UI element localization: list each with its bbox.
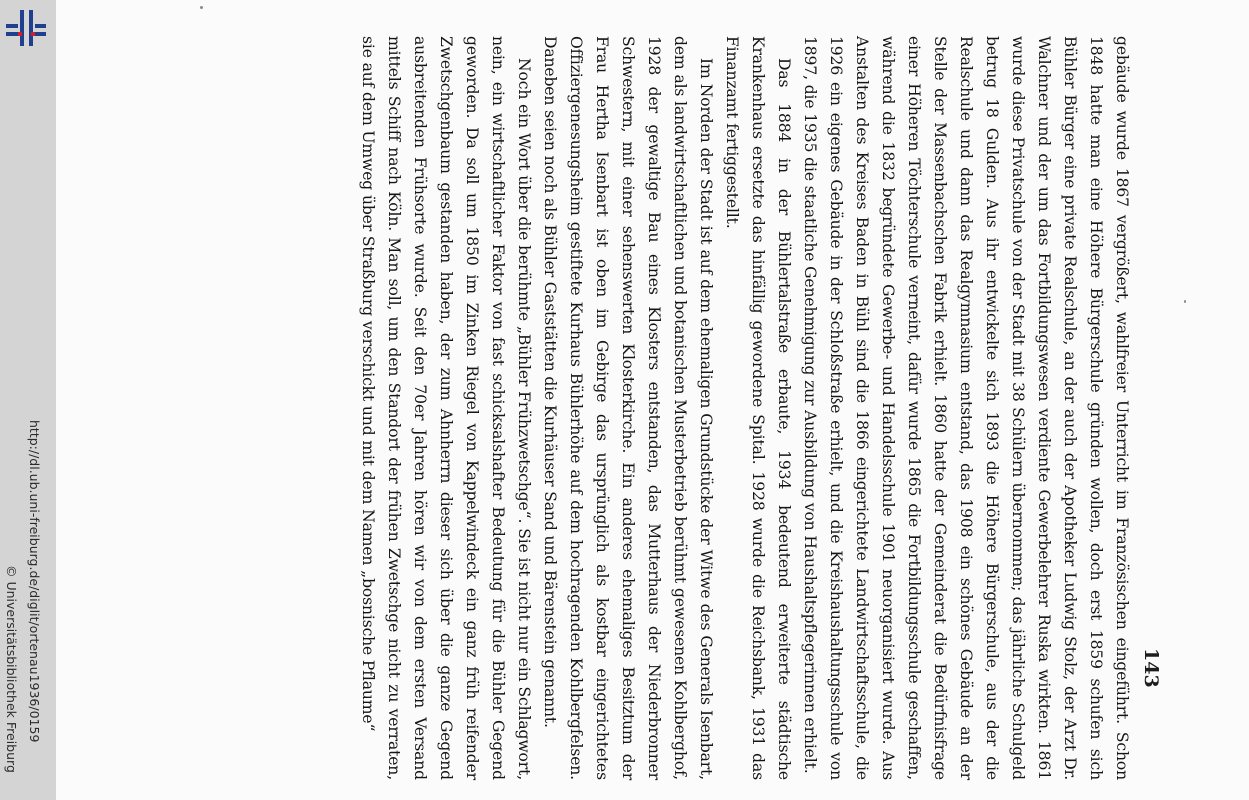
paragraph: gebäude wurde 1867 vergrößert, wahlfreier Unterricht im Französischen eingeführt. Schon 1848 hatte man eine Höhere Bürgerschule gründen wollen, doch erst 1859 schufen sich Bühler Bürger eine private Realschule, an der auch der Apotheker Ludwig Stolz, der Arzt Dr. Walchner und der um das Fortbildungswesen verdiente Gewerbelehrer Ruska wirkten. 1861 wurde diese Privatschule von der Stadt mit 38 Schülern übernommen; das jährliche Schulgeld betrug 18 Gulden. Aus ihr entwickelte sich 1893 die Höhere Bürgerschule, aus der die Realschule und dann das Realgymnasium entstand, das 1908 ein schönes Gebäude an der Stelle der Massenbachschen Fabrik erhielt. 1860 hatte der Gemeinderat die Bedürfnisfrage einer Höheren Töchterschule verneint, dafür wurde 1865 die Fortbildungsschule geschaffen, während die 1832 begründete Gewerbe- und Handelsschule 1901 neuorganisiert wurde. Aus Anstalten des Kreises Baden in Bühl sind die 1866 eingerichtete Landwirtschaftsschule, die 1926 ein eigenes Gebäude in der Schloßstraße erhielt, und die Kreishaushaltungsschule von 1897, die 1935 die staatliche Genehmigung zur Ausbildung von Haushaltspflegerinnen erhielt.: [801, 36, 1131, 780]
scan-speck: [1184, 300, 1186, 303]
source-url[interactable]: http://dl.ub.uni-freiburg.de/diglit/ortenau1936/0159: [27, 420, 42, 743]
paragraph: Im Norden der Stadt ist auf dem ehemaligen Grundstücke der Witwe des Generals Isenbart, dem als landwirtschaftlichen und botanischen Musterbetrieb berühmt gewesenen Kohlberghof, 1928 der gewaltige Bau eines Klosters entstanden, das Mutterhaus der Niederbronner Schwestern, mit einer sehenswerten Klosterkirche. Ein anderes ehemaliges Besitztum der Frau Hertha Isenbart ist oben im Gebirge das ursprünglich als kostbar eingerichtetes Offiziergenesungsheim gestiftete Kurhaus Bühlerhöhe auf dem hochragenden Kohlbergfelsen. Daneben seien noch als Bühler Gaststätten die Kurhäuser Sand und Bärenstein genannt.: [541, 36, 715, 780]
paragraph: Das 1884 in der Bühlertalstraße erbaute, 1934 bedeutend erweiterte städtische Krankenhaus ersetzte das hinfällig gewordene Spital. 1928 wurde die Reichsbank, 1931 das Finanzamt fertiggestellt.: [723, 36, 793, 780]
page-number: 143: [1140, 648, 1162, 688]
university-library-logo-icon: [6, 6, 46, 50]
scan-speck: [200, 6, 203, 9]
paragraph: Noch ein Wort über die berühmte „Bühler Frühzwetschge“. Sie ist nicht nur ein Schlagwort, nein, ein wirtschaftlicher Faktor von fast schicksalshafter Bedeutung für die Bühler Gegend geworden. Da soll um 1850 im Zinken Riegel von Kappelwindeck ein ganz früh reifender Zwetschgenbaum gestanden haben, der zum Ahnherrn dieser sich über die ganze Gegend ausbreitenden Frühsorte wurde. Seit den 70er Jahren hören wir von dem ersten Versand mittels Schiff nach Köln. Man soll, um den Standort der frühen Zwetschge nicht zu verraten, sie auf dem Umweg über Straßburg verschickt und mit dem Namen „bosnische Pflaume“: [359, 36, 533, 780]
viewer-sidebar: [0, 0, 56, 800]
copyright-notice: © Universitätsbibliothek Freiburg: [4, 565, 19, 773]
page-body-text: [355, 36, 1135, 780]
